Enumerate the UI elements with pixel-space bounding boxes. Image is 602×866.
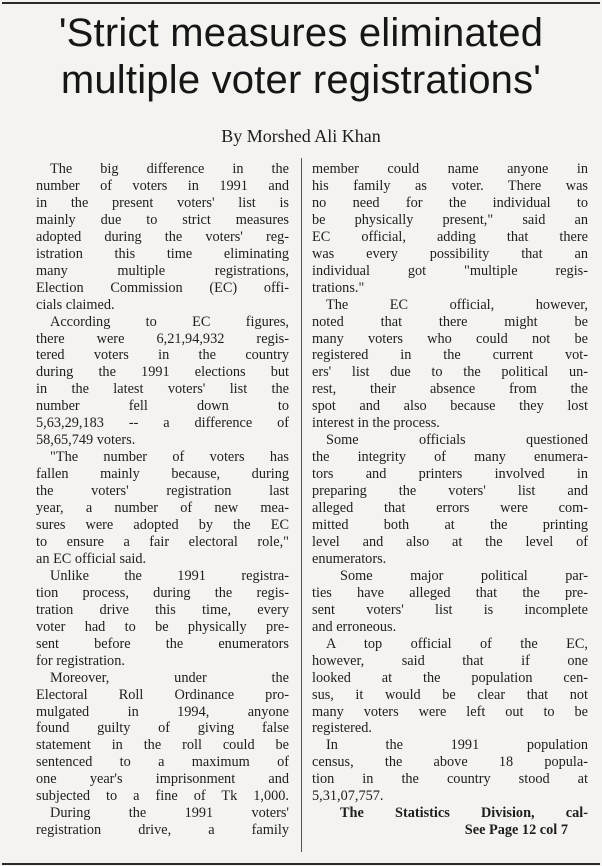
text-line: fallen mainly because, during (36, 466, 289, 483)
text-line: EC official, adding that there (312, 228, 588, 245)
text-line: registration drive, a family (36, 822, 289, 839)
text-line: noted that there might be (312, 313, 588, 330)
text-line: tors and printers involved in (312, 466, 588, 483)
text-line: cials claimed. (36, 296, 115, 313)
text-line: voter had to be physically pre- (36, 618, 289, 635)
text-line: many voters were left out to be (312, 703, 588, 720)
text-line: his family as voter. There was (312, 177, 588, 194)
text-line: many voters who could not be (312, 330, 588, 347)
column-divider (301, 158, 302, 852)
text-line: adopted during the voters' reg- (36, 228, 289, 245)
text-line: Some officials questioned (326, 432, 588, 449)
text-line: preparing the voters' list and (312, 483, 588, 500)
text-line: was every possibility that an (312, 245, 588, 262)
text-line: number of voters in 1991 and (36, 177, 289, 194)
text-line: ers' list due to the political un- (312, 364, 588, 381)
text-line: subjected to a fine of Tk 1,000. (36, 788, 289, 805)
text-line: Unlike the 1991 registra- (50, 567, 289, 584)
text-line: During the 1991 voters' (50, 805, 289, 822)
text-line: istration this time eliminating (36, 245, 289, 262)
text-line: Some major political par- (340, 567, 588, 584)
bottom-rule (2, 863, 600, 865)
text-line: however, said that if one (312, 652, 588, 669)
text-line: Election Commission (EC) offi- (36, 279, 289, 296)
text-line: The Statistics Division, cal- (340, 805, 588, 822)
text-line: tion process, during the regis- (36, 584, 289, 601)
text-line: mitted both at the printing (312, 517, 588, 534)
text-line: census, the above 18 popula- (312, 754, 588, 771)
text-line: 58,65,749 voters. (36, 432, 136, 449)
text-line: ties have alleged that the pre- (312, 584, 588, 601)
top-rule (2, 2, 600, 4)
continuation-jump-line: See Page 12 col 7 (464, 822, 568, 839)
text-line: sent voters' list is incomplete (312, 601, 588, 618)
text-line: The big difference in the (50, 161, 289, 177)
text-line: the voters' registration last (36, 483, 289, 500)
text-line: A top official of the EC, (326, 635, 588, 652)
text-line: interest in the process. (312, 415, 440, 432)
text-line: the integrity of many enumera- (312, 449, 588, 466)
text-line: registered in the current vot- (312, 347, 588, 364)
text-line: during the 1991 elections but (36, 364, 289, 381)
text-line: The EC official, however, (326, 296, 588, 313)
text-line: level and also at the level of (312, 533, 588, 550)
text-line: number fell down to (36, 398, 289, 415)
text-line: member could name anyone in (312, 161, 588, 177)
text-line: mulgated in 1994, anyone (36, 703, 289, 720)
text-line: 5,63,29,183 -- a difference of (36, 415, 289, 432)
text-line: for registration. (36, 652, 125, 669)
text-line: an EC official said. (36, 550, 147, 567)
text-line: tration drive this time, every (36, 601, 289, 618)
text-line: in the latest voters' list the (36, 381, 289, 398)
text-line: and erroneous. (312, 618, 397, 635)
text-line: be physically present," said an (312, 211, 588, 228)
text-line: sus, it would be clear that not (312, 686, 588, 703)
text-line: trations." (312, 279, 365, 296)
text-line: According to EC figures, (50, 313, 289, 330)
text-line: individual got "multiple regis- (312, 262, 588, 279)
text-line: no need for the individual to (312, 194, 588, 211)
text-line: looked at the population cen- (312, 669, 588, 686)
article-column-right (312, 161, 588, 839)
text-line: 5,31,07,757. (312, 788, 384, 805)
byline: By Morshed Ali Khan (221, 126, 381, 146)
text-line: alleged that errors were com- (312, 500, 588, 517)
text-line: rest, their absence from the (312, 381, 588, 398)
text-line: sent before the enumerators (36, 635, 289, 652)
headline-line: multiple voter registrations' (60, 58, 542, 102)
text-line: "The number of voters has (50, 449, 289, 466)
text-line: Moreover, under the (50, 669, 289, 686)
text-line: sentenced to a maximum of (36, 754, 289, 771)
text-line: enumerators. (312, 550, 387, 567)
text-line: registered. (312, 720, 372, 737)
text-line: tion in the country stood at (312, 771, 588, 788)
text-line: In the 1991 population (326, 737, 588, 754)
text-line: to ensure a fair electoral role," (36, 533, 289, 550)
text-line: year, a number of new mea- (36, 500, 289, 517)
text-line: in the present voters' list is (36, 194, 289, 211)
text-line: spot and also because they lost (312, 398, 588, 415)
text-line: mainly due to strict measures (36, 211, 289, 228)
headline-line: 'Strict measures eliminated (58, 11, 544, 55)
article-column-left (36, 161, 289, 839)
text-line: statement in the roll could be (36, 737, 289, 754)
text-line: found guilty of giving false (36, 720, 289, 737)
text-line: sures were adopted by the EC (36, 517, 289, 534)
text-line: one year's imprisonment and (36, 771, 289, 788)
text-line: Electoral Roll Ordinance pro- (36, 686, 289, 703)
headline (0, 10, 602, 104)
text-line: there were 6,21,94,932 regis- (36, 330, 289, 347)
text-line: many multiple registrations, (36, 262, 289, 279)
text-line: tered voters in the country (36, 347, 289, 364)
